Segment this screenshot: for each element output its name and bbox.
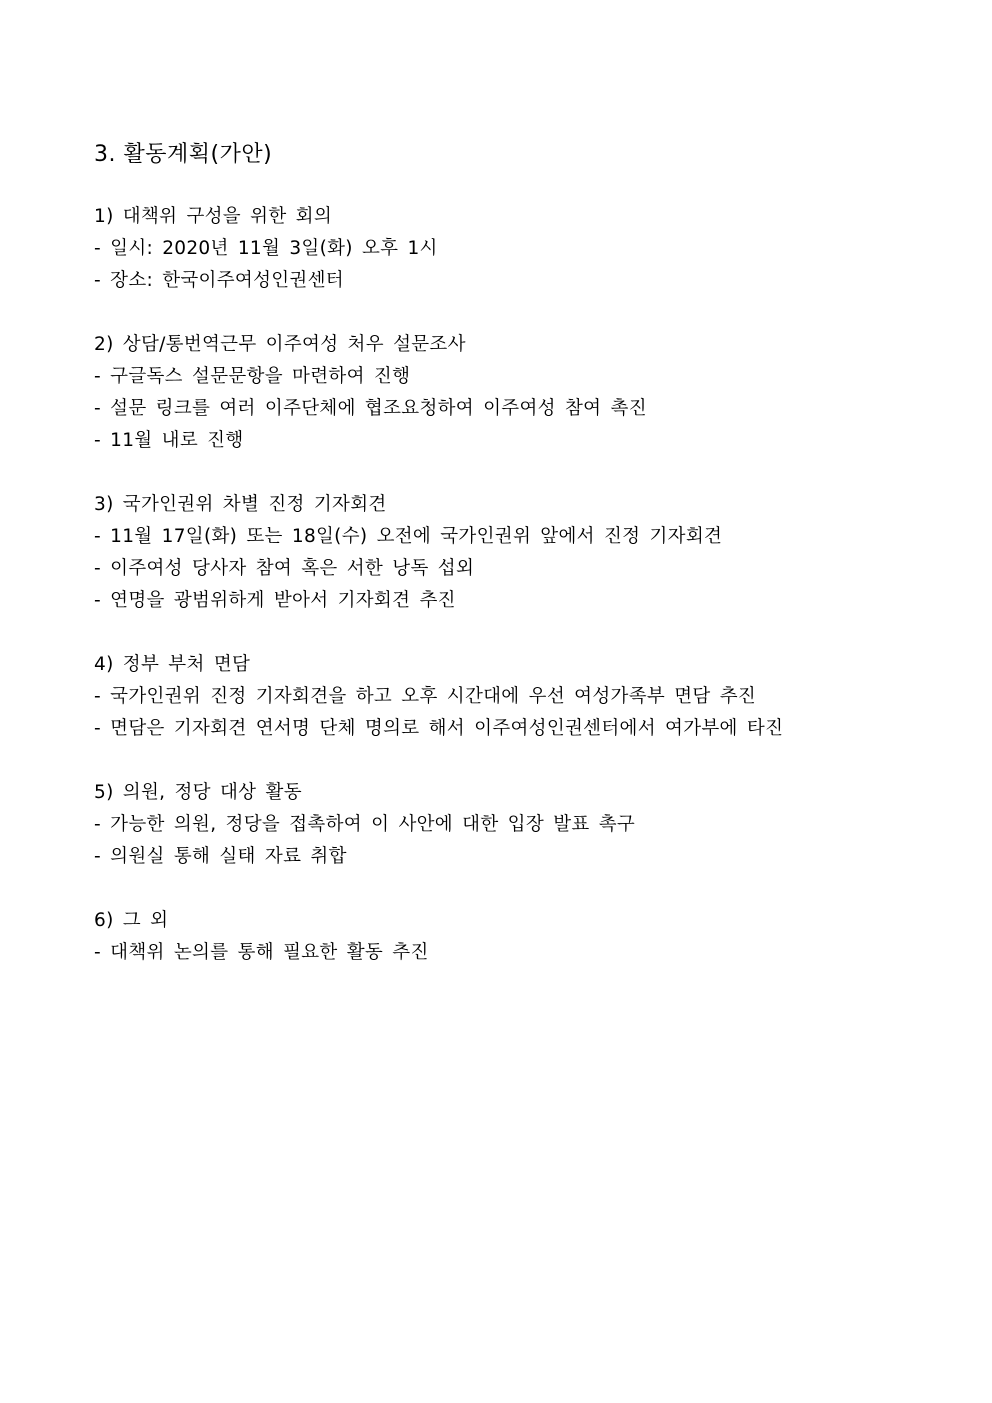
- document-body: [94, 201, 954, 1001]
- document-title: 3. 활동계획(가안): [94, 142, 273, 167]
- list-item: - 11월 17일(화) 또는 18일(수) 오전에 국가인권위 앞에서 진정 기자회견: [94, 526, 723, 547]
- section-4: [94, 649, 954, 745]
- section-6: [94, 905, 954, 969]
- list-item: - 구글독스 설문문항을 마련하여 진행: [94, 366, 411, 387]
- list-item: - 설문 링크를 여러 이주단체에 협조요청하여 이주여성 참여 촉진: [94, 398, 647, 419]
- section-heading: 2) 상담/통번역근무 이주여성 처우 설문조사: [94, 334, 466, 355]
- section-5: [94, 777, 954, 873]
- section-1: [94, 201, 954, 297]
- list-item: - 가능한 의원, 정당을 접촉하여 이 사안에 대한 입장 발표 촉구: [94, 814, 636, 835]
- list-item: - 연명을 광범위하게 받아서 기자회견 추진: [94, 590, 456, 611]
- section-heading: 5) 의원, 정당 대상 활동: [94, 782, 302, 803]
- list-item: - 국가인권위 진정 기자회견을 하고 오후 시간대에 우선 여성가족부 면담 추진: [94, 686, 757, 707]
- section-heading: 3) 국가인권위 차별 진정 기자회견: [94, 494, 387, 515]
- list-item: - 대책위 논의를 통해 필요한 활동 추진: [94, 942, 429, 963]
- list-item: - 11월 내로 진행: [94, 430, 244, 451]
- section-heading: 1) 대책위 구성을 위한 회의: [94, 206, 333, 227]
- section-heading: 4) 정부 부처 면담: [94, 654, 251, 675]
- section-3: [94, 489, 954, 617]
- section-2: [94, 329, 954, 457]
- list-item: - 면담은 기자회견 연서명 단체 명의로 해서 이주여성인권센터에서 여가부에 타진: [94, 718, 784, 739]
- section-heading: 6) 그 외: [94, 910, 169, 931]
- list-item: - 의원실 통해 실태 자료 취합: [94, 846, 347, 867]
- list-item: - 이주여성 당사자 참여 혹은 서한 낭독 섭외: [94, 558, 475, 579]
- list-item: - 일시: 2020년 11월 3일(화) 오후 1시: [94, 238, 438, 259]
- list-item: - 장소: 한국이주여성인권센터: [94, 270, 344, 291]
